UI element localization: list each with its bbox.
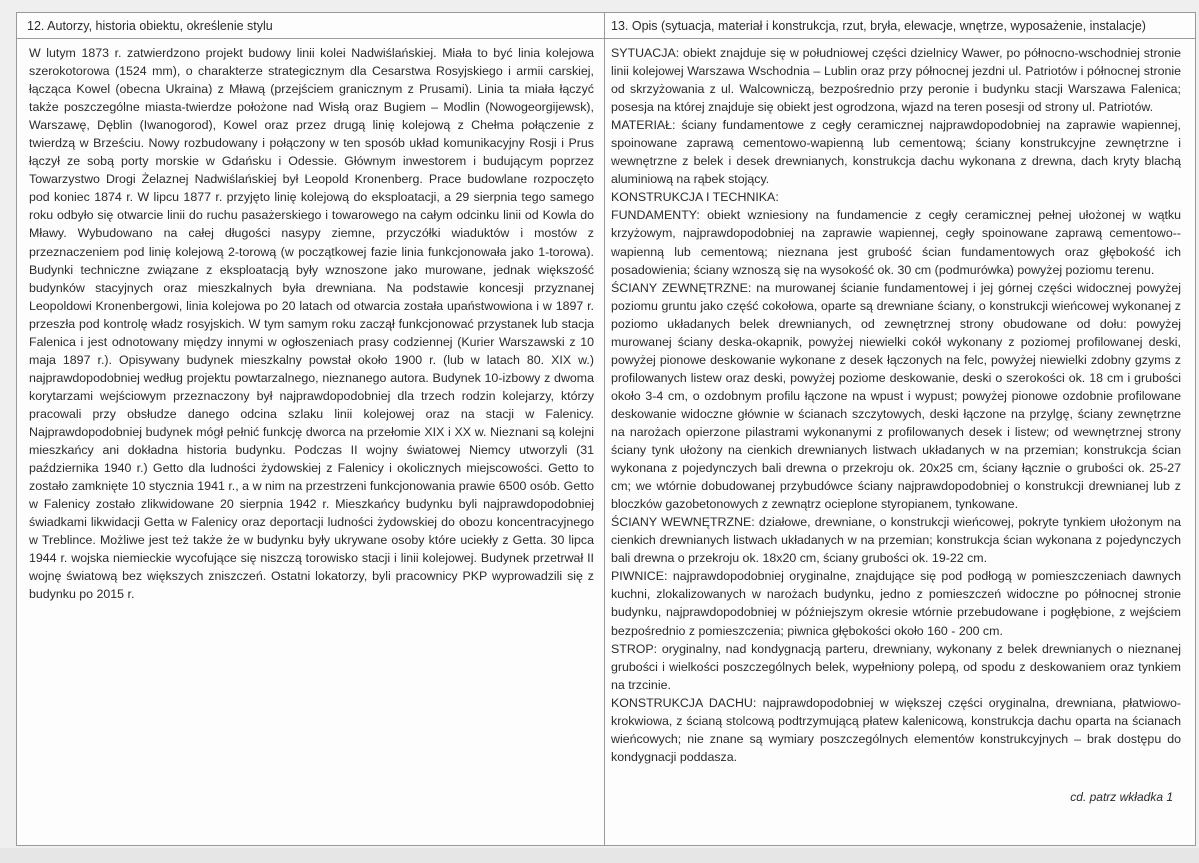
paragraph-material: MATERIAŁ: ściany fundamentowe z cegły ceramicznej najprawdopodobniej na zaprawie wapiennej, spoinowane zaprawą cementowo-wapienną lub cementową; ściany konstrukcyjne zewnętrzne i wewnętrzne z belek i desek drewnianych, konstrukcja dachu wykonana z drewna, dach kryty blachą aluminiową na rąbek stojący. — [611, 118, 1181, 187]
paragraph-exterior-walls: ŚCIANY ZEWNĘTRZNE: na murowanej ścianie fundamentowej i jej górnej części widocznej powyżej poziomu gruntu jako część cokołowa, oparte są drewniane ściany, o konstrukcji wieńcowej wykonanej z poziomo układanych belek drewnianych, od zewnętrznej strony obudowane od dołu: powyżej murowanej ściany deska-okapnik, powyżej niewielki cokół wykonany z poziomej profilowanej deski, powyżej pionowe deskowanie wykonane z desek łączonych na felc, powyżej niewielki zdobny gzyms z profilowanych listew oraz deski, powyżej poziome deskowanie, deski o szerokości ok. 18 cm i grubości około 3-4 cm, o ozdobnym profilu łączone na wpust i wypust; powyżej pionowe ozdobnie profilowane deskowanie widoczne głównie w ścianach szczytowych, deski łączone na przylgę, ściany zewnętrzne na narożach opierzone pilastrami wykonanymi z profilowanych desek i listew; od wewnętrznej strony ściany tynk ułożony na cienkich drewnianych listwach układanych w na przemian; konstrukcja ścian wykonana z pojedynczych bali drewna o przekroju ok. 20x25 cm, ściany łącznie o grubości ok. 25-27 cm; we wtórnie dobudowanej przybudówce ściany najprawdopodobniej o konstrukcji drewnianej lub z bloczków gazobetonowych z zewnątrz ocieplone styropianem, tynkowane. — [611, 280, 1181, 512]
history-heading: 12. Autorzy, historia obiektu, określenie stylu — [17, 13, 604, 39]
history-paragraph: W lutym 1873 r. zatwierdzono projekt budowy linii kolei Nadwiślańskiej. Miała to być linia kolejowa szerokotorowa (1524 mm), o charakterze strategicznym dla Cesarstwa Rosyjskiego i armii carskiej, łącząca Kowel (obecna Ukraina) z Mławą (przejściem granicznym z Prusami). Linia ta miała łączyć także poszczególne miasta-twierdze położone nad Wisłą oraz Bugiem – Modlin (Nowogeorgijewsk), Warszawę, Dęblin (Iwanogorod), Kowel oraz przez drugą linię kolejową z Chełma połączenie z twierdzą w Brześciu. Nowy rozbudowany i połączony w ten sposób układ komunikacyjny Rosji i Prus łączył ze sobą porty morskie w Gdańsku i Odessie. Głównym inwestorem i budującym poprzez Towarzystwo Drogi Żelaznej Nadwiślańskiej był Leopold Kronenberg. Prace budowlane rozpoczęto pod koniec 1874 r. W lipcu 1877 r. przyjęto linię kolejową do eksploatacji, a 29 sierpnia tego samego roku odbyło się otwarcie linii do ruchu pasażerskiego i towarowego na całym odcinku linii od Kowla do Mławy. Wybudowano na całej długości nasypy ziemne, przyczółki wiaduktów i mostów z przeznaczeniem pod linię kolejową 2-torową (w początkowej fazie linia funkcjonowała jako 1-torowa). Budynki techniczne związane z eksploatacją były wznoszone jako murowane, jednak większość budynków stacyjnych oraz mieszkalnych była drewniana. Na podstawie koncesji przyznanej Leopoldowi Kronenbergowi, linia kolejowa po 20 latach od otwarcia została upaństwowiona i w 1897 r. przeszła pod kontrolę władz rosyjskich. W tym samym roku zaczął funkcjonować przystanek lub stacja Falenica i jest odnotowany między innymi w ogłoszeniach prasy codziennej (Kurier Warszawski z 10 maja 1897 r.). Opisywany budynek mieszkalny powstał około 1900 r. (lub w latach 80. XIX w.) najprawdopodobniej według projektu powtarzalnego, nieznanego autora. Budynek 10-izbowy z dwoma korytarzami wejściowym przeznaczony był najprawdopodobniej dla trzech rodzin kolejarzy, którzy pracowali przy obsłudze danego odcina szlaku linii kolejowej oraz na stacji w Falenicy. Najprawdopodobniej budynek mógł pełnić funkcję dworca na przełomie XIX i XX w. Nieznani są kolejni mieszkańcy ani dokładna historia budynku. Podczas II wojny światowej Niemcy utworzyli (31 października 1940 r.) Getto dla ludności żydowskiej z Falenicy i okolicznych miejscowości. Getto to zostało zamknięte 10 stycznia 1941 r., a w nim na przestrzeni funkcjonowania prawie 6500 osób. Getto w Falenicy zostało zlikwidowane 20 sierpnia 1942 r. Mieszkańcy budynku byli najprawdopodobniej świadkami likwidacji Getta w Falenicy oraz deportacji ludności żydowskiej do obozu koncentracyjnego w Treblince. Możliwe jest też także że w budynku były ukrywane osoby które uciekły z Getta. 30 lipca 1944 r. wojska niemieckie wycofujące się niszczą torowisko stacji i linii kolejowej. Budynek przetrwał II wojnę światową bez większych zniszczeń. Ostatni lokatorzy, byli pracownicy PKP wyprowadzili się z budynku po 2015 r. — [29, 46, 594, 602]
column-description — [605, 13, 1195, 845]
paragraph-situation: SYTUACJA: obiekt znajduje się w południowej części dzielnicy Wawer, po północno-wschodniej stronie linii kolejowej Warszawa Wschodnia – Lublin oraz przy północnej jezdni ul. Patriotów i północnej stronie od skrzyżowania z ul. Walcowniczą, bezpośrednio przy peronie i budynku stacji Warszawa Falenica; posesja na której znajduje się obiekt jest ogrodzona, wjazd na teren posesji od strony ul. Patriotów. — [611, 46, 1181, 115]
paragraph-basements: PIWNICE: najprawdopodobniej oryginalne, znajdujące się pod podłogą w pomieszczeniach dawnych kuchni, zlokalizowanych w narożach budynku, jedno z pomieszczeń widoczne po północnej stronie budynku, najprawdopodobniej w późniejszym okresie wtórnie przebudowane i pogłębione, z wejściem bezpośrednio z pomieszczenia; piwnica głębokości około 160 - 200 cm. — [611, 569, 1181, 638]
document-sheet — [16, 12, 1196, 846]
paragraph-interior-walls: ŚCIANY WEWNĘTRZNE: działowe, drewniane, o konstrukcji wieńcowej, pokryte tynkiem ułożonym na cienkich drewnianych listwach układanych w na przemian; konstrukcja ścian wykonana z pojedynczych bali drewna o przekroju ok. 18x20 cm, ściany grubości ok. 19-22 cm. — [611, 515, 1181, 566]
continuation-note: cd. patrz wkładka 1 — [1070, 790, 1173, 804]
description-heading: 13. Opis (sytuacja, materiał i konstrukcja, rzut, bryła, elewacje, wnętrze, wyposażenie, instalacje) — [605, 13, 1195, 39]
paragraph-ceiling: STROP: oryginalny, nad kondygnacją parteru, drewniany, wykonany z belek drewnianych o nieznanej grubości i wielkości poszczególnych belek, wypełniony polepą, od spodu z deskowaniem oraz tynkiem na trzcinie. — [611, 641, 1181, 692]
paragraph-construction-heading: KONSTRUKCJA I TECHNIKA: — [611, 190, 779, 205]
paragraph-foundations: FUNDAMENTY: obiekt wzniesiony na fundamencie z cegły ceramicznej pełnej ułożonej w wątku krzyżowym, najprawdopodobniej na zaprawie wapiennej, cegły spoinowane zaprawą cementowo--wapienną lub cementową; nieznana jest grubość ścian fundamentowych oraz głębokość ich posadowienia; ściany wznoszą się na wysokość ok. 30 cm (podmurówka) powyżej poziomu terenu. — [611, 208, 1181, 277]
column-history — [17, 13, 605, 845]
scan-bottom-edge — [0, 848, 1199, 863]
description-body — [611, 44, 1181, 766]
paragraph-roof-structure: KONSTRUKCJA DACHU: najprawdopodobniej w większej części oryginalna, drewniana, płatwiowo-krokwiowa, z ścianą stolcową podtrzymującą płatew kalenicową, konstrukcja dachu oparta na ścianach wieńcowych; nie znane są wymiary poszczególnych elementów konstrukcyjnych – brak dostępu do kondygnacji poddasza. — [611, 695, 1181, 764]
history-body — [29, 44, 594, 603]
